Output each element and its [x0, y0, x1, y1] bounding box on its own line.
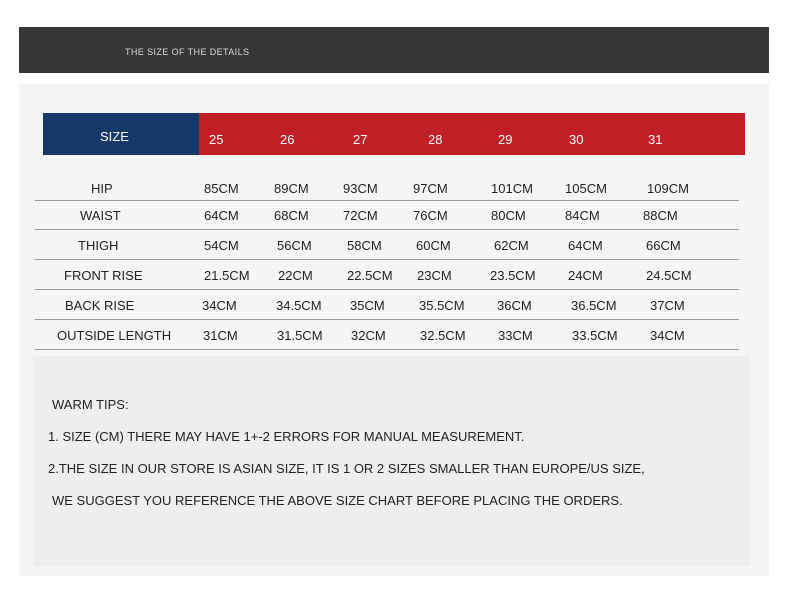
row-label-hip: HIP	[91, 181, 113, 196]
tip-line-2: 2.THE SIZE IN OUR STORE IS ASIAN SIZE, IT IS 1 OR 2 SIZES SMALLER THAN EUROPE/US SIZE,	[48, 461, 645, 476]
table-cell: 97CM	[413, 181, 448, 196]
row-label-outside-length: OUTSIDE LENGTH	[57, 328, 172, 343]
table-cell: 37CM	[650, 298, 685, 313]
table-cell: 105CM	[565, 181, 607, 196]
table-cell: 31CM	[203, 328, 238, 343]
row-label-thigh: THIGH	[78, 238, 119, 253]
row-divider	[35, 229, 739, 230]
size-header-label: SIZE	[100, 129, 129, 144]
table-cell: 31.5CM	[277, 328, 323, 343]
row-divider	[35, 349, 739, 350]
table-cell: 22CM	[278, 268, 313, 283]
table-cell: 64CM	[204, 208, 239, 223]
table-cell: 24.5CM	[646, 268, 692, 283]
table-cell: 24CM	[568, 268, 603, 283]
table-cell: 34CM	[202, 298, 237, 313]
table-cell: 23.5CM	[490, 268, 536, 283]
table-cell: 109CM	[647, 181, 689, 196]
table-cell: 62CM	[494, 238, 529, 253]
table-cell: 60CM	[416, 238, 451, 253]
table-cell: 34.5CM	[276, 298, 322, 313]
size-26: 26	[280, 132, 295, 147]
size-30: 30	[569, 132, 584, 147]
table-cell: 35.5CM	[419, 298, 465, 313]
row-label-back-rise: BACK RISE	[65, 298, 135, 313]
table-cell: 23CM	[417, 268, 452, 283]
table-cell: 36.5CM	[571, 298, 617, 313]
table-row-back-rise	[0, 298, 790, 328]
table-cell: 84CM	[565, 208, 600, 223]
row-label-front-rise: FRONT RISE	[64, 268, 143, 283]
table-row-thigh	[0, 238, 790, 268]
table-cell: 33CM	[498, 328, 533, 343]
row-divider	[35, 200, 739, 201]
table-cell: 89CM	[274, 181, 309, 196]
tips-title: WARM TIPS:	[52, 397, 129, 412]
table-cell: 66CM	[646, 238, 681, 253]
table-cell: 21.5CM	[204, 268, 250, 283]
row-divider	[35, 319, 739, 320]
size-header-cell	[43, 113, 199, 155]
table-cell: 32.5CM	[420, 328, 466, 343]
table-cell: 76CM	[413, 208, 448, 223]
row-divider	[35, 259, 739, 260]
table-cell: 58CM	[347, 238, 382, 253]
table-cell: 33.5CM	[572, 328, 618, 343]
size-header-row	[43, 113, 745, 155]
size-numbers-band	[199, 113, 745, 155]
size-27: 27	[353, 132, 368, 147]
tip-line-1: 1. SIZE (CM) THERE MAY HAVE 1+-2 ERRORS FOR MANUAL MEASUREMENT.	[48, 429, 525, 444]
table-cell: 88CM	[643, 208, 678, 223]
table-cell: 56CM	[277, 238, 312, 253]
size-25: 25	[209, 132, 224, 147]
table-row-waist	[0, 208, 790, 238]
banner-title: THE SIZE OF THE DETAILS	[125, 47, 250, 57]
table-row-hip	[0, 181, 790, 211]
table-cell: 36CM	[497, 298, 532, 313]
table-cell: 72CM	[343, 208, 378, 223]
table-cell: 85CM	[204, 181, 239, 196]
size-28: 28	[428, 132, 443, 147]
row-divider	[35, 289, 739, 290]
table-cell: 80CM	[491, 208, 526, 223]
top-banner	[19, 27, 769, 73]
table-cell: 101CM	[491, 181, 533, 196]
table-cell: 35CM	[350, 298, 385, 313]
table-cell: 93CM	[343, 181, 378, 196]
table-row-front-rise	[0, 268, 790, 298]
row-label-waist: WAIST	[80, 208, 121, 223]
table-cell: 68CM	[274, 208, 309, 223]
table-row-outside-length	[0, 328, 790, 358]
table-cell: 32CM	[351, 328, 386, 343]
size-29: 29	[498, 132, 513, 147]
tip-line-3: WE SUGGEST YOU REFERENCE THE ABOVE SIZE CHART BEFORE PLACING THE ORDERS.	[52, 493, 623, 508]
table-cell: 34CM	[650, 328, 685, 343]
size-31: 31	[648, 132, 663, 147]
table-cell: 22.5CM	[347, 268, 393, 283]
table-cell: 64CM	[568, 238, 603, 253]
table-cell: 54CM	[204, 238, 239, 253]
